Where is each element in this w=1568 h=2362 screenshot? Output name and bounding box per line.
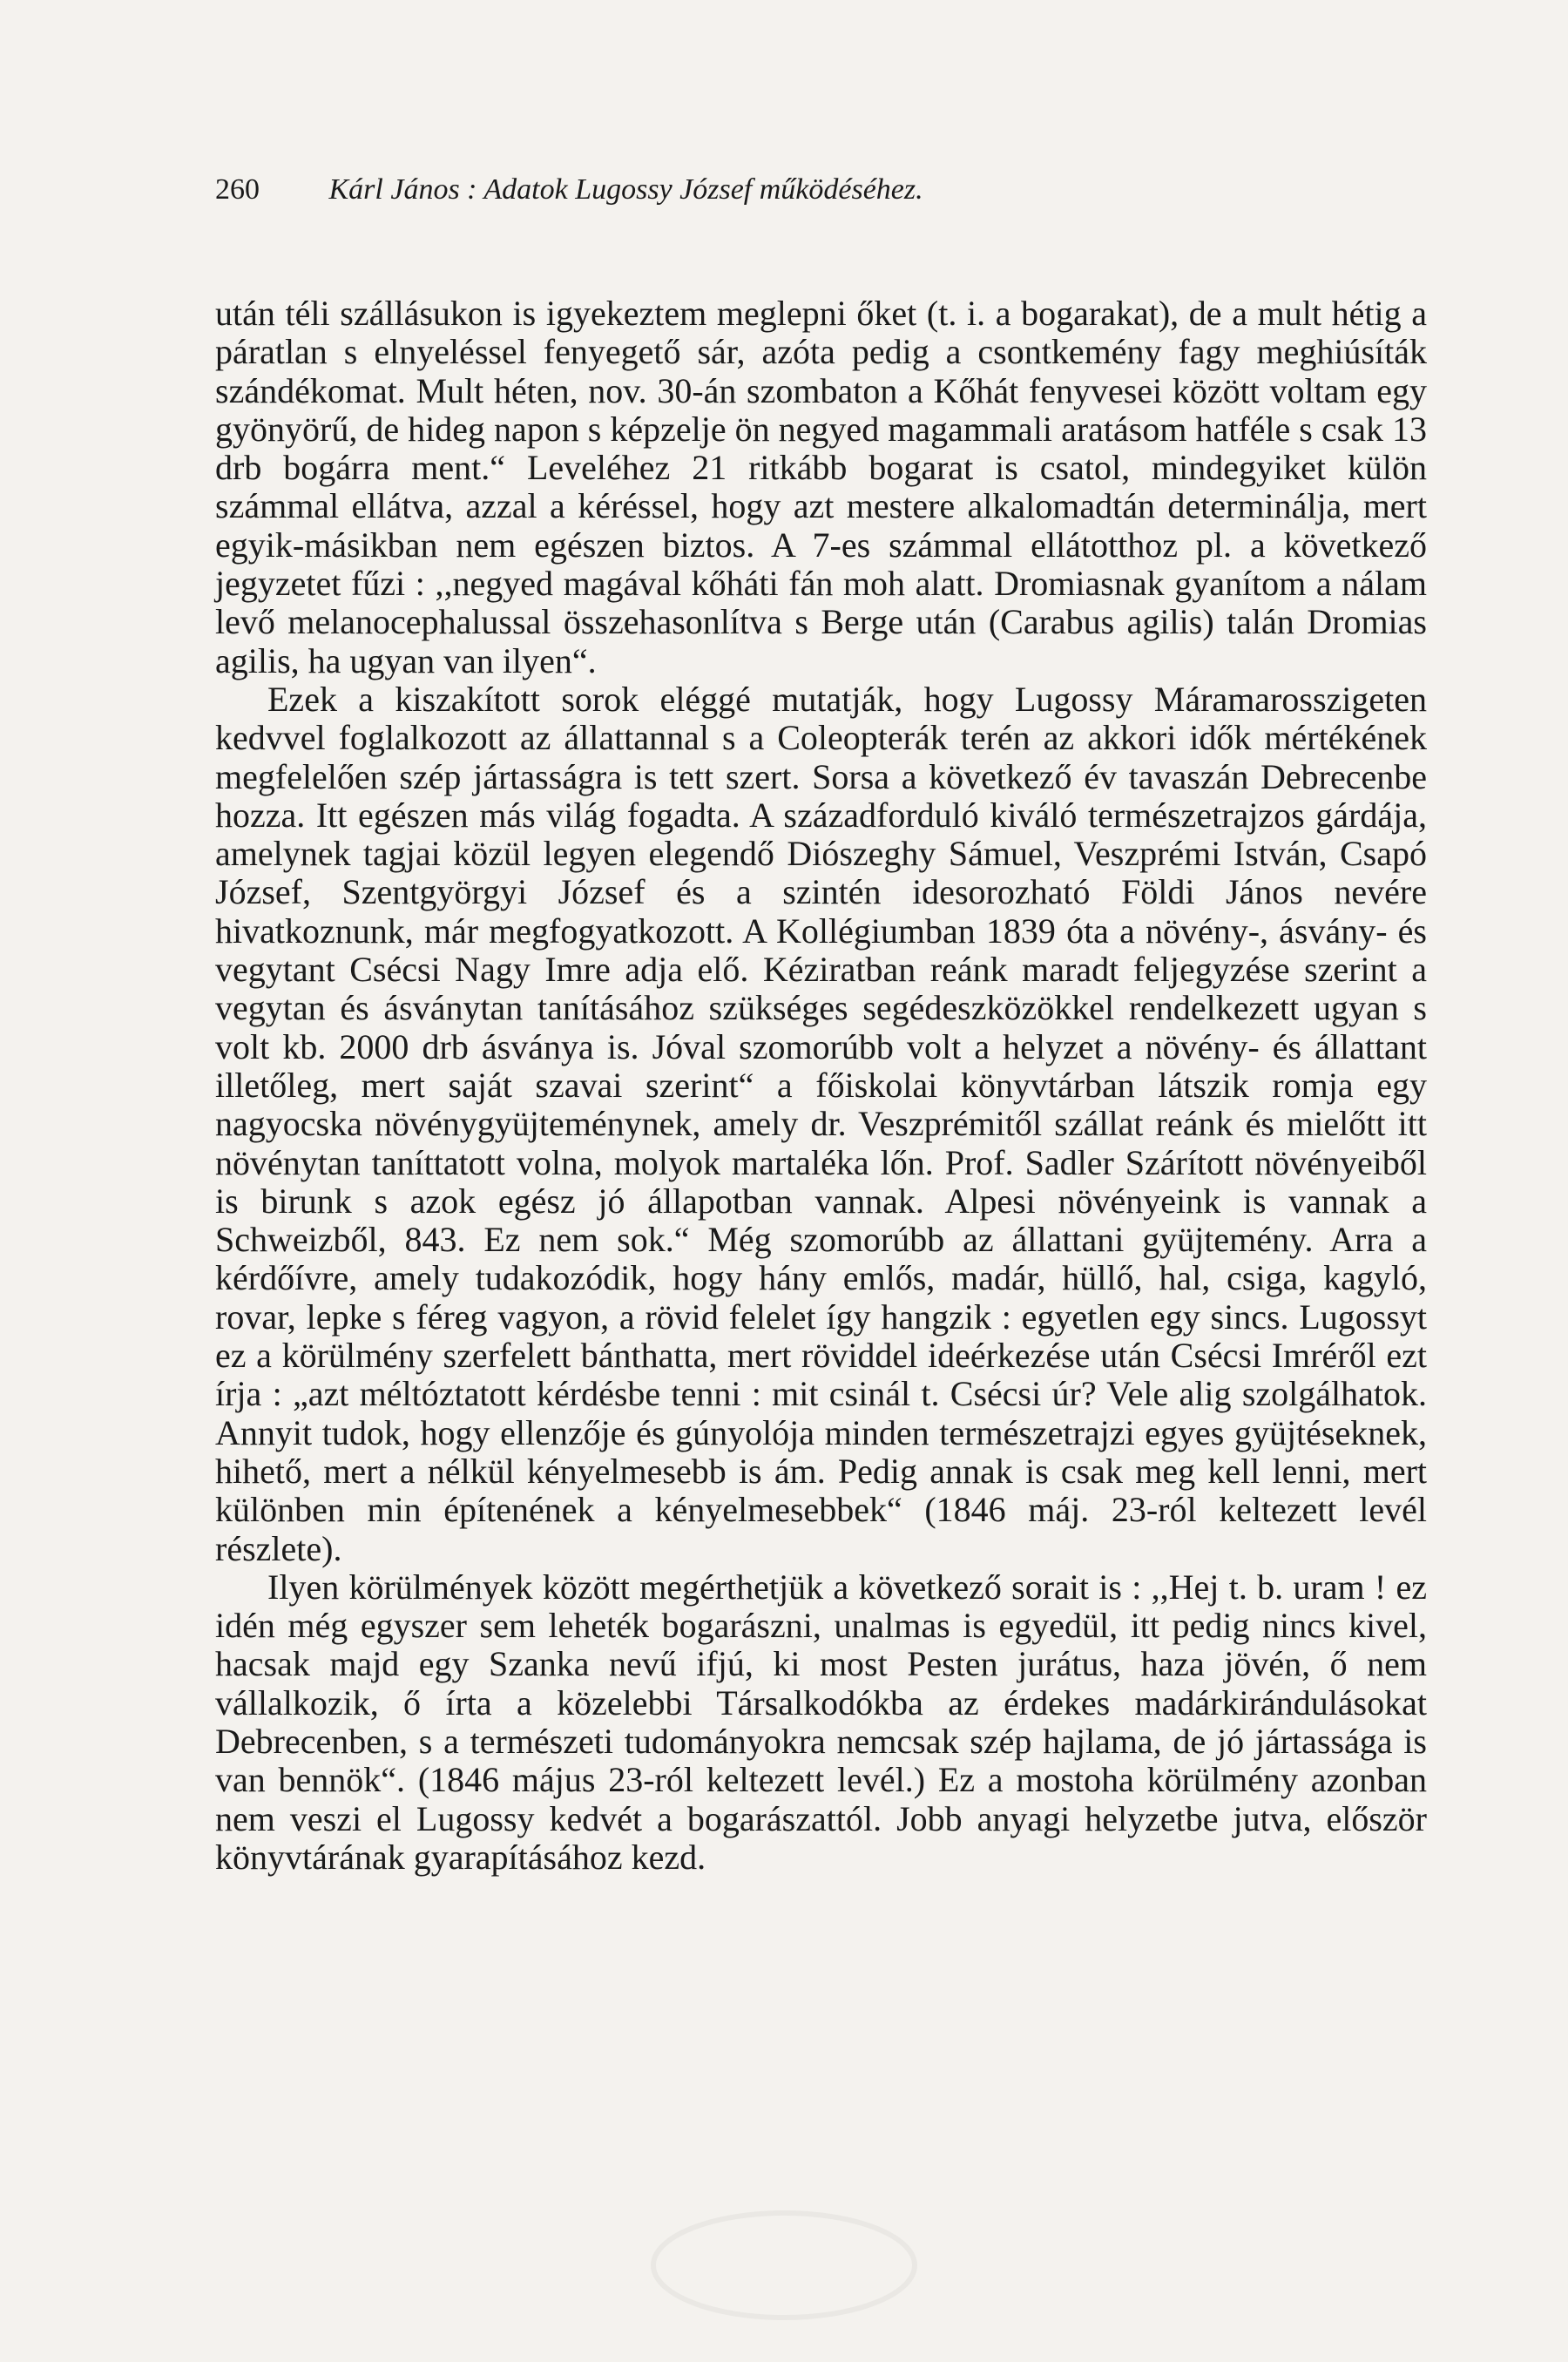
paragraph-2: Ezek a kiszakított sorok eléggé mutatják, hogy Lugossy Máramarosszigeten kedvvel foglalkozott az állattannal s a Coleopterák terén az akkori idők mértékének megfelelően szép jártasságra is tett szert. Sorsa a következő év tavaszán Debrecenbe hozza. Itt egészen más világ fogadta. A századforduló kiváló természetrajzos gárdája, amelynek tagjai közül legyen elegendő Diószeghy Sámuel, Veszprémi István, Csapó József, Szentgyörgyi József és a szintén idesorozható Földi János nevére hivatkoznunk, már megfogyatkozott. A Kollégiumban 1839 óta a növény-, ásvány- és vegytant Csécsi Nagy Imre adja elő. Kéziratban reánk maradt feljegyzése szerint a vegytan és ásványtan tanításához szükséges segédeszközökkel rendelkezett ugyan s volt kb. 2000 drb ásványa is. Jóval szomorúbb volt a helyzet a növény- és állattant illetőleg, mert saját szavai szerint“ a főiskolai könyvtárban látszik romja egy nagyocska növénygyüjteménynek, amely dr. Veszprémitől szállat reánk és mielőtt itt növénytan taníttatott volna, molyok martaléka lőn. Prof. Sadler Szárított növényeiből is birunk s azok egész jó állapotban vannak. Alpesi növényeink is vannak a Schweizből, 843. Ez nem sok.“ Még szomorúbb az állattani gyüjtemény. Arra a kérdőívre, amely tudakozódik, hogy hány emlős, madár, hüllő, hal, csiga, kagyló, rovar, lepke s féreg vagyon, a rövid felelet így hangzik : egyetlen egy sincs. Lugossyt ez a körülmény szerfelett bánthatta, mert röviddel ideérkezése után Csécsi Imréről ezt írja : „azt méltóztatott kérdésbe tenni : mit csinál t. Csécsi úr? Vele alig szolgálhatok. Annyit tudok, hogy ellenzője és gúnyolója minden természetrajzi egyes gyüjtéseknek, hihető, mert a nélkül kényelmesebb is ám. Pedig annak is csak meg kell lenni, mert különben min építenének a kényelmesebbek“ (1846 máj. 23-ról keltezett levél részlete). <box>215 679 1427 1568</box>
running-title: Kárl János : Adatok Lugossy József működéséhez. <box>328 173 923 206</box>
page-number: 260 <box>215 173 260 206</box>
page-header <box>215 173 1435 207</box>
stamp-mark <box>645 2204 923 2326</box>
paragraph-1: után téli szállásukon is igyekeztem meglepni őket (t. i. a bogarakat), de a mult hétig a páratlan s elnyeléssel fenyegető sár, azóta pedig a csontkemény fagy meghiúsíták szándékomat. Mult héten, nov. 30-án szombaton a Kőhát fenyvesei között voltam egy gyönyörű, de hideg napon s képzelje ön negyed magammali aratásom hatféle s csak 13 drb bogárra ment.“ Leveléhez 21 ritkább bogarat is csatol, mindegyiket külön számmal ellátva, azzal a kéréssel, hogy azt mestere alkalomadtán determinálja, mert egyik-másikban nem egészen biztos. A 7-es számmal ellátotthoz pl. a következő jegyzetet fűzi : ,,negyed magával kőháti fán moh alatt. Dromiasnak gyanítom a nálam levő melanocephalussal összehasonlítva s Berge után (Carabus agilis) talán Dromias agilis, ha ugyan van ilyen“. <box>215 294 1427 680</box>
faded-library-stamp <box>645 2204 923 2326</box>
paragraph-3: Ilyen körülmények között megérthetjük a következő sorait is : ,,Hej t. b. uram ! ez idén még egyszer sem leheték bogarászni, unalmas is egyedül, itt pedig nincs kivel, hacsak majd egy Szanka nevű ifjú, ki most Pesten jurátus, haza jövén, ő nem vállalkozik, ő írta a közelebbi Társalkodókba az érdekes madárkirándulásokat Debrecenben, s a természeti tudományokra nemcsak szép hajlama, de jó jártassága is van bennök“. (1846 május 23-ról keltezett levél.) Ez a mostoha körülmény azonban nem veszi el Lugossy kedvét a bogarászattól. Jobb anyagi helyzetbe jutva, először könyvtárának gyarapításához kezd. <box>215 1567 1427 1877</box>
body-text <box>215 294 1427 1877</box>
